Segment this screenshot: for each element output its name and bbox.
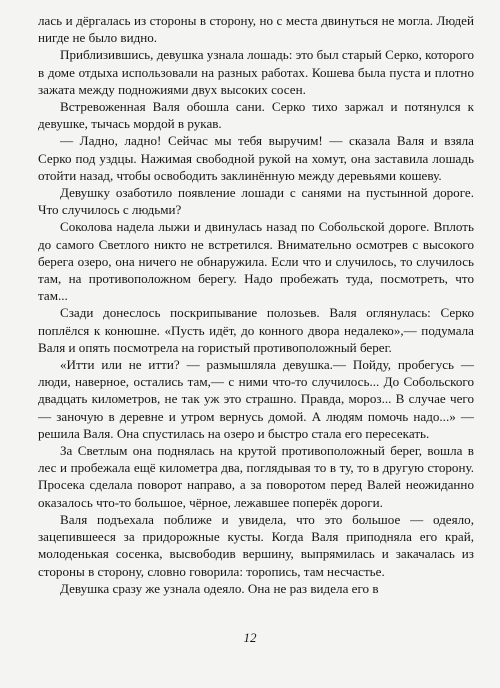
paragraph-8: «Итти или не итти? — размышляла девушка.— Пойду, пробегусь — люди, наверное, остались там,— с ними что-то случилось... До Собольского двадцать километров, не так уж это страшно. Правда, мороз... В случае чего — заночую в деревне и утром вернусь домой. А людям помочь надо...» — решила Валя. Она спустилась на озеро и быстро стала его пересекать.	[38, 357, 474, 441]
paragraph-6: Соколова надела лыжи и двинулась назад по Собольской дороге. Вплоть до самого Светлого никто не встретился. Внимательно осмотрев с высокого берега озеро, она ничего не обнаружила. Если что и случилось, то случилось там, на противоположном берегу. Надо пробежать туда, посмотреть, что там...	[38, 219, 474, 304]
paragraph-11: Девушка сразу же узнала одеяло. Она не раз видела его в	[60, 580, 379, 596]
paragraph-5: Девушку озаботило появление лошади с санями на пустынной дороге. Что случилось с людьми?	[38, 185, 474, 218]
page-text	[38, 12, 474, 597]
paragraph-7: Сзади донеслось поскрипывание полозьев. Валя оглянулась: Серко поплёлся к конюшне. «Пусть идёт, до конного двора недалеко»,— подумала Валя и опять посмотрела на гористый противоположный берег.	[38, 305, 474, 355]
paragraph-3: Встревоженная Валя обошла сани. Серко тихо заржал и потянулся к девушке, тычась мордой в рукав.	[38, 99, 474, 132]
page-number: 12	[243, 630, 257, 645]
paragraph-1: лась и дёргалась из стороны в сторону, но с места двинуться не могла. Людей нигде не было видно.	[38, 13, 474, 46]
paragraph-10: Валя подъехала поближе и увидела, что это большое — одеяло, зацепившееся за придорожные кусты. Когда Валя приподняла его край, молоденькая сосенка, высвободив вершину, выпрямилась и закачалась из стороны в сторону, словно говорила: торопись, там несчастье.	[38, 511, 474, 579]
paragraph-9: За Светлым она поднялась на крутой противоположный берег, вошла в лес и пробежала ещё километра два, поглядывая то в ту, то в другую сторону. Просека сделала поворот направо, а за поворотом перед Валей неожиданно оказалось что-то большое, чёрное, лежавшее поперёк дороги.	[38, 443, 474, 510]
paragraph-4: — Ладно, ладно! Сейчас мы тебя выручим! — сказала Валя и взяла Серко под уздцы. Нажимая свободной рукой на хомут, она заставила лошадь отойти назад, чтобы освободить заклинённую между деревьями кошеву.	[38, 133, 474, 183]
paragraph-2: Приблизившись, девушка узнала лошадь: это был старый Серко, которого в доме отдыха использовали на разных работах. Кошева была пуста и плотно зажата между подножиями двух высоких сосен.	[38, 47, 474, 97]
